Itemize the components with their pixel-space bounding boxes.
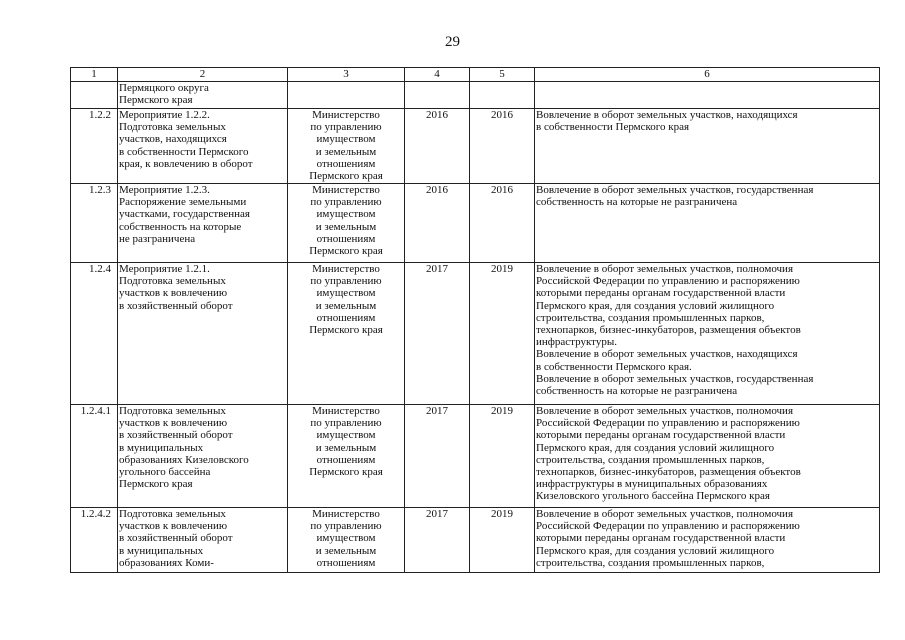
row-start-year: 2016 bbox=[405, 109, 470, 184]
row-end-year: 2019 bbox=[470, 263, 535, 405]
header-col-3: 3 bbox=[288, 68, 405, 82]
row-start-year: 2017 bbox=[405, 405, 470, 508]
row-result bbox=[535, 82, 880, 109]
row-executor bbox=[288, 82, 405, 109]
table-row bbox=[71, 405, 880, 508]
row-end-year: 2019 bbox=[470, 508, 535, 573]
row-executor: Министерство по управлению имуществом и земельным отношениям Пермского края bbox=[288, 109, 405, 184]
row-result: Вовлечение в оборот земельных участков, полномочия Российской Федерации по управлению и распоряжению которыми переданы органам государственной власти Пермского края, для создания условий жилищного строительства, создания промышленных парков, технопарков, бизнес-инкубаторов, размещения объектов инфраструктуры в муниципальных образованиях Кизеловского угольного бассейна Пермского края bbox=[535, 405, 880, 508]
row-name: Подготовка земельных участков к вовлечению в хозяйственный оборот в муниципальных образованиях Коми- bbox=[118, 508, 288, 573]
row-number: 1.2.4 bbox=[71, 263, 118, 405]
row-name: Мероприятие 1.2.2. Подготовка земельных участков, находящихся в собственности Пермского края, к вовлечению в оборот bbox=[118, 109, 288, 184]
row-start-year bbox=[405, 82, 470, 109]
row-name: Пермяцкого округа Пермского края bbox=[118, 82, 288, 109]
row-executor: Министерство по управлению имуществом и земельным отношениям Пермского края bbox=[288, 405, 405, 508]
table-row bbox=[71, 109, 880, 184]
row-end-year bbox=[470, 82, 535, 109]
table-row bbox=[71, 82, 880, 109]
row-result: Вовлечение в оборот земельных участков, государственная собственность на которые не разграничена bbox=[535, 184, 880, 263]
row-name: Подготовка земельных участков к вовлечению в хозяйственный оборот в муниципальных образованиях Кизеловского угольного бассейна Пермского края bbox=[118, 405, 288, 508]
program-table bbox=[70, 67, 880, 573]
row-executor: Министерство по управлению имуществом и земельным отношениям bbox=[288, 508, 405, 573]
row-result: Вовлечение в оборот земельных участков, полномочия Российской Федерации по управлению и распоряжению которыми переданы органам государственной власти Пермского края, для создания условий жилищного строительства, создания промышленных парков, bbox=[535, 508, 880, 573]
row-end-year: 2016 bbox=[470, 109, 535, 184]
header-col-1: 1 bbox=[71, 68, 118, 82]
row-number: 1.2.4.1 bbox=[71, 405, 118, 508]
row-number bbox=[71, 82, 118, 109]
table-row bbox=[71, 508, 880, 573]
row-result: Вовлечение в оборот земельных участков, полномочия Российской Федерации по управлению и распоряжению которыми переданы органам государственной власти Пермского края, для создания условий жилищного строительства, создания промышленных парков, технопарков, бизнес-инкубаторов, размещения объектов инфраструктуры. Вовлечение в оборот земельных участков, находящихся в собственности Пермского края. Вовлечение в оборот земельных участков, государственная собственность на которые не разграничена bbox=[535, 263, 880, 405]
row-number: 1.2.4.2 bbox=[71, 508, 118, 573]
row-start-year: 2017 bbox=[405, 263, 470, 405]
header-col-5: 5 bbox=[470, 68, 535, 82]
row-end-year: 2019 bbox=[470, 405, 535, 508]
row-end-year: 2016 bbox=[470, 184, 535, 263]
table-row bbox=[71, 263, 880, 405]
header-col-4: 4 bbox=[405, 68, 470, 82]
row-name: Мероприятие 1.2.3. Распоряжение земельными участками, государственная собственность на которые не разграничена bbox=[118, 184, 288, 263]
row-name: Мероприятие 1.2.1. Подготовка земельных участков к вовлечению в хозяйственный оборот bbox=[118, 263, 288, 405]
row-start-year: 2016 bbox=[405, 184, 470, 263]
row-number: 1.2.2 bbox=[71, 109, 118, 184]
row-executor: Министерство по управлению имуществом и земельным отношениям Пермского края bbox=[288, 263, 405, 405]
row-start-year: 2017 bbox=[405, 508, 470, 573]
header-col-6: 6 bbox=[535, 68, 880, 82]
row-result: Вовлечение в оборот земельных участков, находящихся в собственности Пермского края bbox=[535, 109, 880, 184]
header-col-2: 2 bbox=[118, 68, 288, 82]
row-executor: Министерство по управлению имуществом и земельным отношениям Пермского края bbox=[288, 184, 405, 263]
row-number: 1.2.3 bbox=[71, 184, 118, 263]
header-row bbox=[71, 68, 880, 82]
table-row bbox=[71, 184, 880, 263]
page-number: 29 bbox=[445, 34, 460, 50]
